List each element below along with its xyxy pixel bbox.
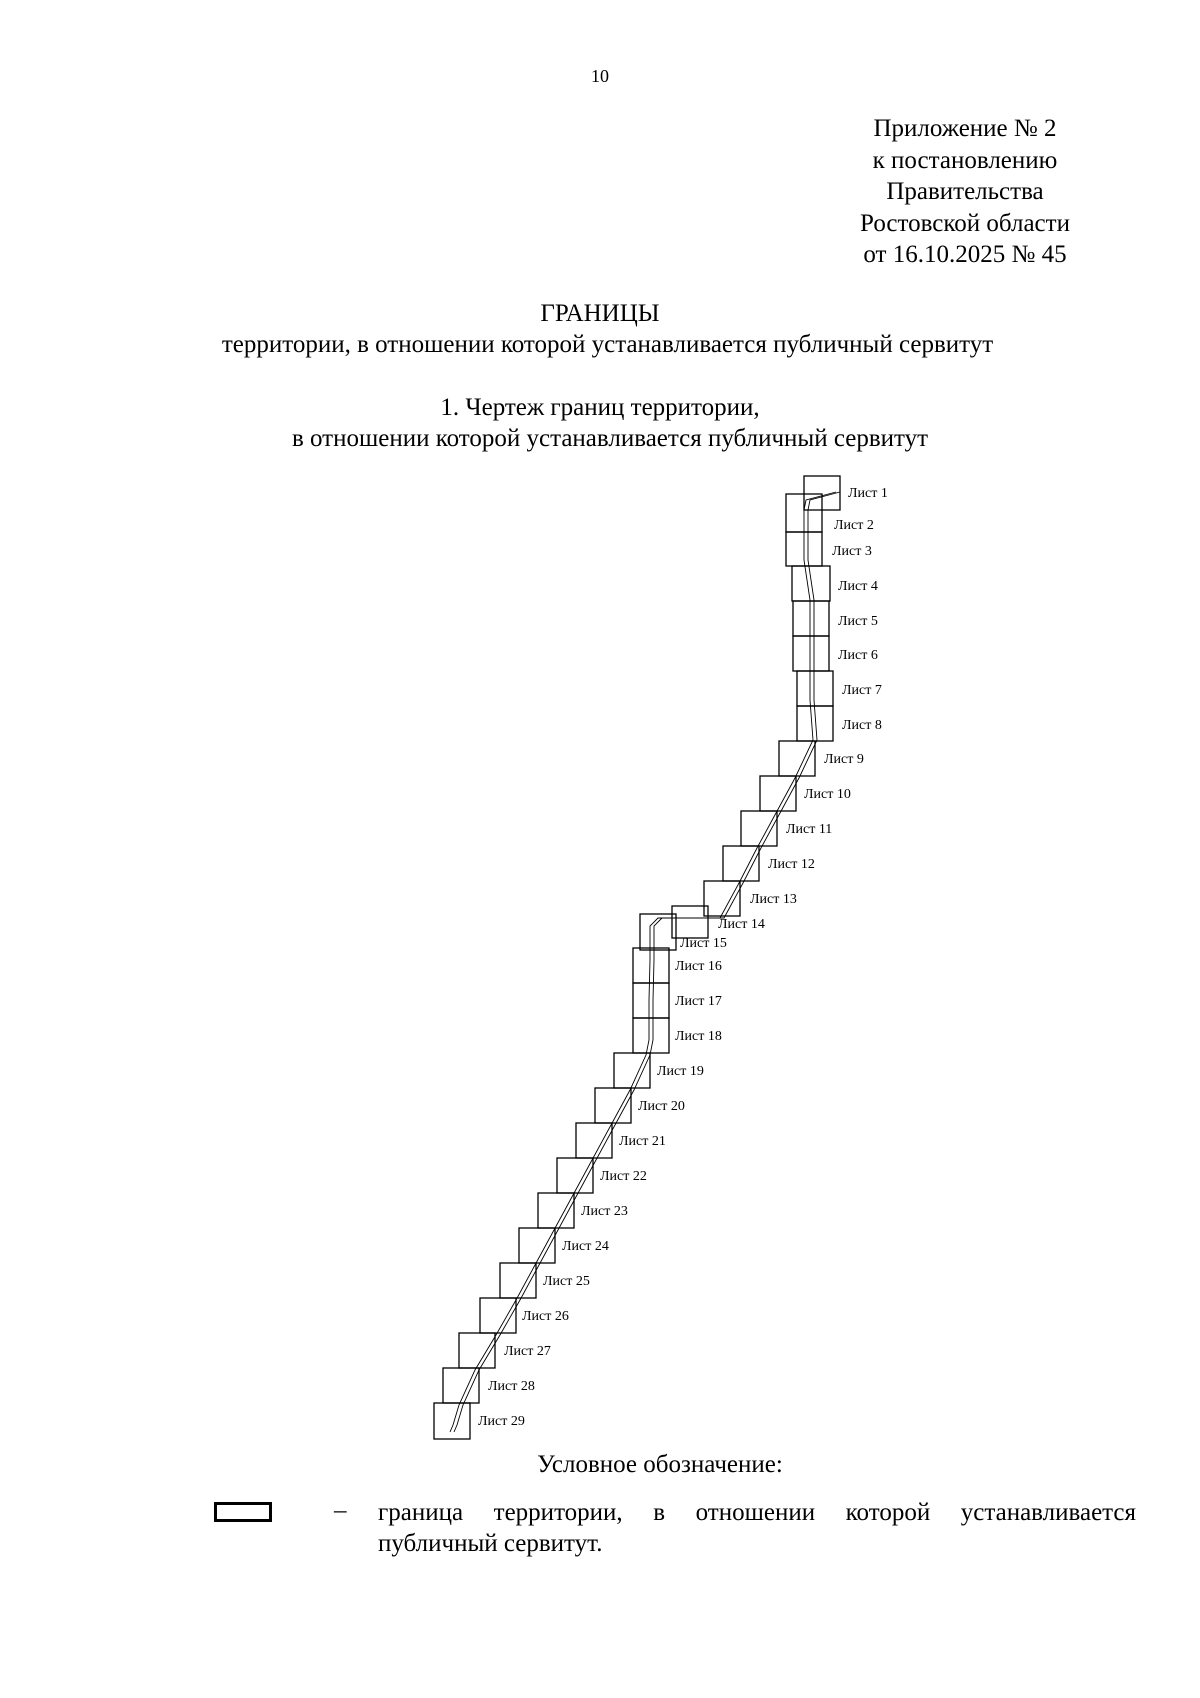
sheet-label-25: Лист 25 — [543, 1274, 590, 1289]
sheet-frame-29 — [434, 1403, 470, 1439]
sheet-label-10: Лист 10 — [804, 787, 851, 802]
sheet-label-24: Лист 24 — [562, 1239, 609, 1254]
sheet-frame-14 — [672, 906, 708, 938]
sheet-label-13: Лист 13 — [750, 892, 797, 907]
legend-description: граница территории, в отношении которой устанавливается публичный сервитут. — [378, 1499, 1136, 1557]
route-line-1 — [450, 492, 836, 1432]
sheet-label-8: Лист 8 — [842, 718, 882, 733]
sheet-label-5: Лист 5 — [838, 614, 878, 629]
sheet-label-11: Лист 11 — [786, 822, 833, 837]
sheet-frame-7 — [797, 671, 833, 706]
appendix-line: к постановлению — [872, 146, 1058, 174]
sheet-label-12: Лист 12 — [768, 857, 815, 872]
sheet-label-1: Лист 1 — [848, 486, 888, 501]
appendix-line: Ростовской области — [860, 209, 1070, 237]
sheet-frame-26 — [480, 1298, 516, 1333]
sheet-frame-12 — [723, 846, 759, 881]
sheet-label-28: Лист 28 — [488, 1379, 535, 1394]
sheet-label-3: Лист 3 — [832, 544, 872, 559]
route-line-2 — [454, 492, 840, 1432]
sheet-label-18: Лист 18 — [675, 1029, 722, 1044]
sheet-label-29: Лист 29 — [478, 1414, 525, 1429]
heading-subtitle: территории, в отношении которой устанавливается публичный сервитут — [221, 331, 994, 358]
sheet-label-2: Лист 2 — [834, 518, 874, 533]
sheet-frame-15 — [640, 914, 676, 950]
sheet-label-14: Лист 14 — [718, 917, 765, 932]
section-title-line: 1. Чертеж границ территории, — [440, 394, 760, 421]
appendix-line: Приложение № 2 — [873, 115, 1057, 142]
sheet-label-6: Лист 6 — [838, 648, 878, 663]
sheet-frame-27 — [459, 1333, 495, 1368]
sheet-label-4: Лист 4 — [838, 579, 878, 594]
legend-title: Условное обозначение: — [537, 1451, 783, 1478]
sheet-label-19: Лист 19 — [657, 1064, 704, 1079]
legend-boundary-symbol — [214, 1502, 272, 1522]
sheet-label-21: Лист 21 — [619, 1134, 666, 1149]
legend-dash: – — [334, 1497, 347, 1524]
appendix-line: от 16.10.2025 № 45 — [863, 241, 1067, 268]
section-title-line: в отношении которой устанавливается публичный сервитут — [291, 425, 929, 452]
sheet-label-9: Лист 9 — [824, 752, 864, 767]
sheet-label-23: Лист 23 — [581, 1204, 628, 1219]
sheet-labels — [478, 486, 888, 1429]
page-number: 10 — [591, 66, 609, 86]
sheet-frame-4 — [792, 566, 830, 601]
sheet-label-7: Лист 7 — [842, 683, 882, 698]
sheet-frame-16 — [633, 948, 669, 983]
heading-title: ГРАНИЦЫ — [540, 300, 660, 327]
sheet-label-20: Лист 20 — [638, 1099, 685, 1114]
sheet-label-17: Лист 17 — [675, 994, 722, 1009]
sheet-frames — [434, 476, 840, 1439]
sheet-label-27: Лист 27 — [504, 1344, 551, 1359]
sheet-label-15: Лист 15 — [680, 936, 727, 951]
sheet-label-16: Лист 16 — [675, 959, 722, 974]
servitude-route — [450, 492, 840, 1432]
sheet-label-22: Лист 22 — [600, 1169, 647, 1184]
sheet-frame-5 — [793, 601, 829, 636]
sheet-frame-17 — [633, 983, 669, 1018]
sheet-label-26: Лист 26 — [522, 1309, 569, 1324]
sheet-frame-6 — [793, 636, 829, 671]
appendix-line: Правительства — [886, 178, 1044, 205]
